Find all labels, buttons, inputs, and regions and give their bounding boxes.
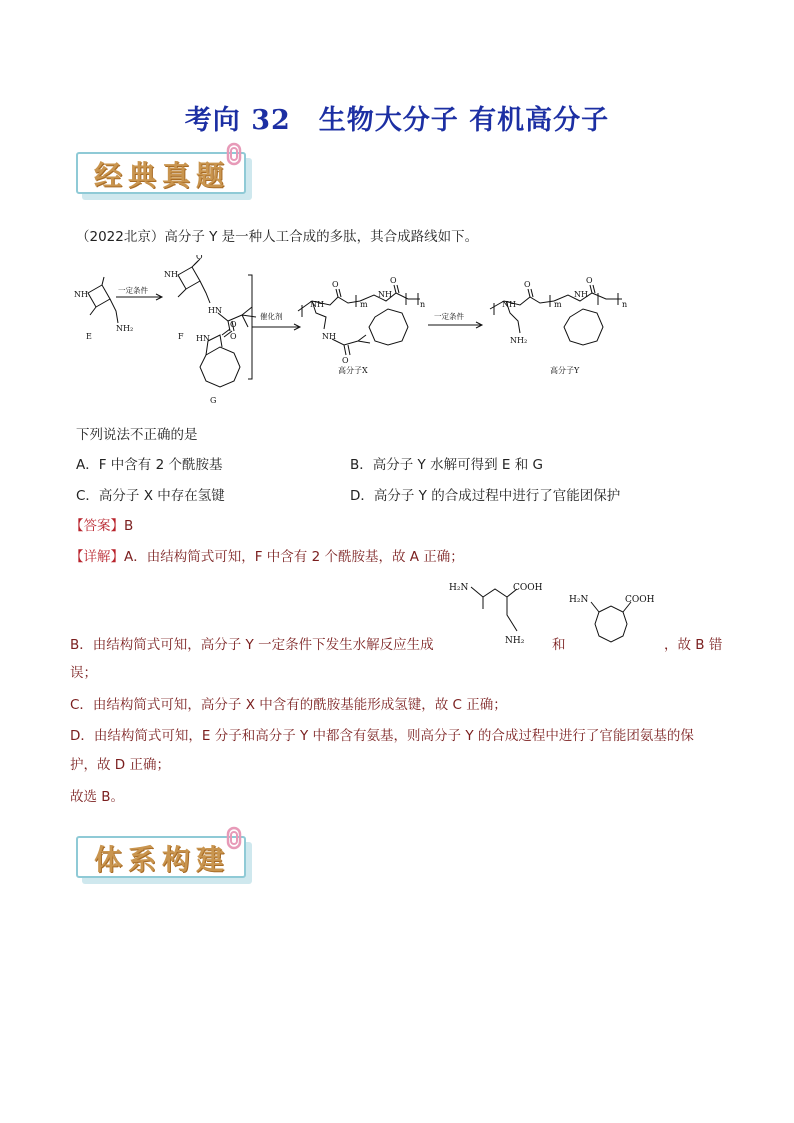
question-prompt: 下列说法不正确的是 — [76, 427, 198, 443]
condition-2-label: 一定条件 — [434, 312, 464, 321]
option-d: D．高分子 Y 的合成过程中进行了官能团保护 — [350, 488, 621, 504]
banner-system-construction — [76, 836, 252, 882]
banner-classic-questions-label: 经典真题 — [94, 159, 231, 192]
x-nh-label: NH — [310, 300, 324, 309]
y-n-label: n — [622, 300, 628, 309]
x-m-label: m — [360, 300, 368, 309]
label-f: F — [178, 332, 184, 341]
question-stem: （2022北京）高分子 Y 是一种人工合成的多肽，其合成路线如下。 — [76, 229, 479, 245]
f-o-label: O — [196, 255, 203, 261]
label-y: 高分子Y — [550, 366, 580, 375]
reaction-scheme — [70, 255, 650, 410]
y-nh2-label: NH₂ — [510, 336, 528, 345]
detail-c: C．由结构简式可知，高分子 X 中含有的酰胺基能形成氢键，故 C 正确； — [70, 697, 507, 713]
e-nh2-label: NH₂ — [116, 324, 134, 333]
f-nh-label: NH — [164, 270, 178, 279]
label-x: 高分子X — [338, 366, 368, 375]
x-o2-label: O — [342, 356, 349, 365]
x-n-label: n — [420, 300, 426, 309]
label-g: G — [210, 396, 217, 405]
detail-b-line1-end: ，故 B 错 — [664, 637, 723, 653]
detail-d-line2: 护，故 D 正确； — [70, 757, 170, 773]
detail-a-line — [70, 548, 464, 566]
detail-d-line1: D．由结构简式可知，E 分子和高分子 Y 中都含有氨基，则高分子 Y 的合成过程中进行了官能团氨基的保 — [70, 728, 694, 744]
hydrolysis-product-2 — [565, 590, 675, 655]
product1-h2n-label: H₂N — [449, 583, 469, 593]
x-nh2-label: NH — [378, 290, 392, 299]
option-c: C．高分子 X 中存在氢键 — [76, 488, 225, 504]
paperclip-icon — [226, 142, 242, 166]
product2-h2n-label: H₂N — [569, 595, 589, 605]
product1-nh2-label: NH₂ — [505, 636, 525, 646]
detail-b-and: 和 — [552, 637, 566, 653]
x-o-label: O — [332, 280, 339, 289]
option-a: A．F 中含有 2 个酰胺基 — [76, 457, 223, 473]
condition-1-label: 一定条件 — [118, 286, 148, 295]
detail-label: 【详解】 — [70, 549, 124, 565]
detail-a: A．由结构简式可知，F 中含有 2 个酰胺基，故 A 正确； — [124, 549, 464, 565]
page-title — [0, 98, 794, 137]
detail-b-line2: 误； — [70, 665, 97, 681]
y-nh-label: NH — [502, 300, 516, 309]
banner-classic-questions — [76, 152, 252, 198]
catalyst-label: 催化剂 — [260, 312, 283, 321]
detail-b-line1: B．由结构简式可知，高分子 Y 一定条件下发生水解反应生成 — [70, 637, 434, 653]
y-nh2-ring-label: NH — [574, 290, 588, 299]
conclusion: 故选 B。 — [70, 789, 125, 805]
product1-cooh-label: COOH — [513, 583, 543, 593]
answer-line — [70, 517, 133, 535]
y-o-label: O — [524, 280, 531, 289]
y-m-label: m — [554, 300, 562, 309]
title-number: 考向 32 — [184, 105, 291, 136]
x-o3-label: O — [390, 276, 397, 285]
option-b: B．高分子 Y 水解可得到 E 和 G — [350, 457, 543, 473]
e-nh-label: NH — [74, 290, 88, 299]
hydrolysis-product-1 — [445, 575, 550, 650]
answer-value: B — [124, 518, 134, 534]
g-hn-label: HN — [196, 334, 210, 343]
f-hn-label: HN — [208, 306, 222, 315]
y-o2-label: O — [586, 276, 593, 285]
label-e: E — [86, 332, 92, 341]
product2-cooh-label: COOH — [625, 595, 655, 605]
f-o2-label: O — [230, 332, 237, 341]
x-hn-label: NH — [322, 332, 336, 341]
title-text: 生物大分子 有机高分子 — [318, 105, 610, 136]
answer-label: 【答案】 — [70, 518, 124, 534]
paperclip-icon — [226, 826, 242, 850]
banner-system-construction-label: 体系构建 — [94, 843, 231, 876]
g-o-label: O — [230, 320, 237, 329]
